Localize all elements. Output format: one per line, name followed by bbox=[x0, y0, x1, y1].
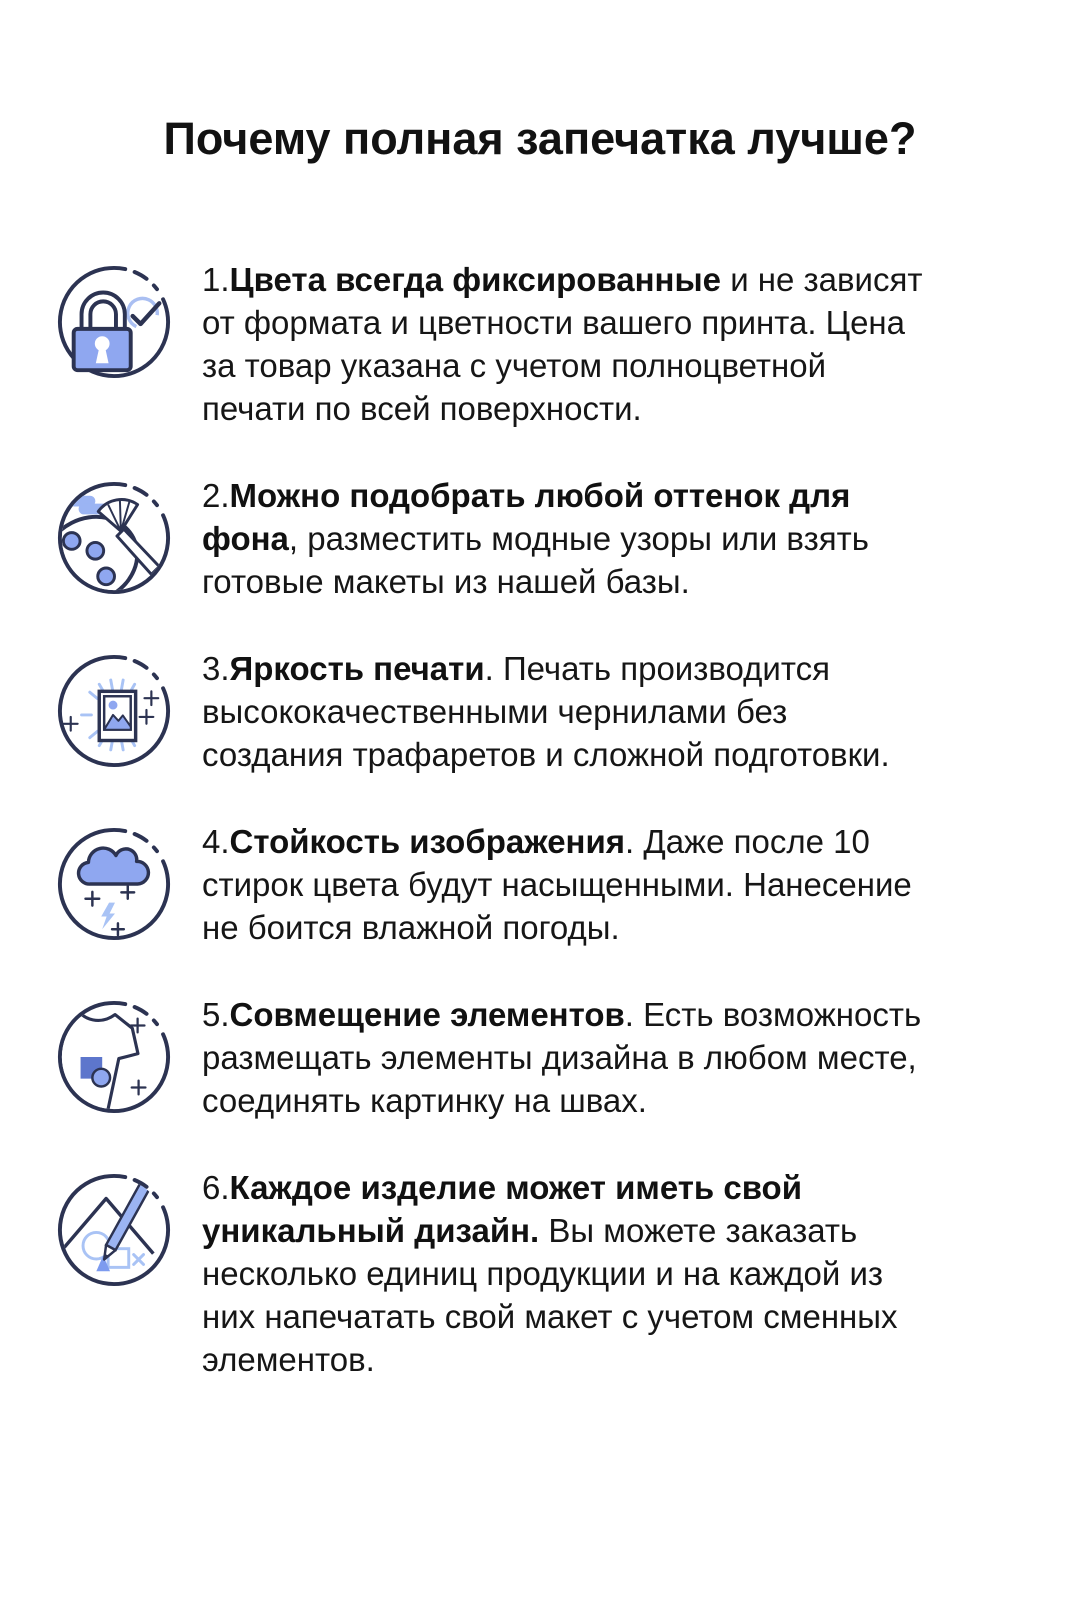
page-title: Почему полная запечатка лучше? bbox=[163, 113, 917, 164]
feature-row-2 bbox=[55, 474, 1080, 603]
cloud-weather-icon bbox=[55, 825, 173, 943]
lock-check-icon bbox=[55, 263, 173, 381]
feature-text-5 bbox=[202, 993, 927, 1122]
feature-number: 3. bbox=[202, 650, 230, 687]
feature-heading: Можно подобрать любой оттенок для фона bbox=[202, 477, 851, 557]
feature-number: 5. bbox=[202, 996, 230, 1033]
feature-number: 6. bbox=[202, 1169, 230, 1206]
bright-image-icon bbox=[55, 652, 173, 770]
feature-number: 4. bbox=[202, 823, 230, 860]
pencil-sketch-icon bbox=[55, 1171, 173, 1289]
feature-body: и не зависят от формата и цветности вашего принта. Цена за товар указана с учетом полноцветной печати по всей поверхности. bbox=[202, 261, 923, 427]
feature-body: , разместить модные узоры или взять готовые макеты из нашей базы. bbox=[202, 520, 869, 600]
tshirt-design-icon-svg bbox=[55, 998, 173, 1116]
feature-text-4 bbox=[202, 820, 927, 949]
feature-heading: Совмещение элементов bbox=[229, 996, 625, 1033]
pencil-sketch-icon-svg bbox=[55, 1171, 173, 1289]
palette-brush-icon bbox=[55, 479, 173, 597]
tshirt-design-icon bbox=[55, 998, 173, 1116]
feature-row-3 bbox=[55, 647, 1080, 776]
lock-check-icon-svg bbox=[55, 263, 173, 381]
feature-number: 2. bbox=[202, 477, 230, 514]
feature-heading: Цвета всегда фиксированные bbox=[229, 261, 722, 298]
feature-row-4 bbox=[55, 820, 1080, 949]
feature-list bbox=[0, 258, 1080, 1381]
feature-number: 1. bbox=[202, 261, 230, 298]
feature-heading: Каждое изделие может иметь свой уникальный дизайн. bbox=[202, 1169, 803, 1249]
feature-text-6 bbox=[202, 1166, 927, 1381]
feature-row-1 bbox=[55, 258, 1080, 430]
feature-heading: Яркость печати bbox=[229, 650, 485, 687]
feature-text-1 bbox=[202, 258, 927, 430]
feature-heading: Стойкость изображения bbox=[229, 823, 626, 860]
feature-row-5 bbox=[55, 993, 1080, 1122]
feature-body: . Есть возможность размещать элементы дизайна в любом месте, соединять картинку на швах. bbox=[202, 996, 922, 1119]
feature-body: . Печать производится высококачественными чернилами без создания трафаретов и сложной подготовки. bbox=[202, 650, 890, 773]
feature-text-2 bbox=[202, 474, 927, 603]
feature-text-3 bbox=[202, 647, 927, 776]
bright-image-icon-svg bbox=[55, 652, 173, 770]
palette-brush-icon-svg bbox=[55, 479, 173, 597]
cloud-weather-icon-svg bbox=[55, 825, 173, 943]
feature-body: . Даже после 10 стирок цвета будут насыщенными. Нанесение не боится влажной погоды. bbox=[202, 823, 912, 946]
feature-row-6 bbox=[55, 1166, 1080, 1381]
feature-body: Вы можете заказать несколько единиц продукции и на каждой из них напечатать свой макет с учетом сменных элементов. bbox=[202, 1212, 898, 1378]
